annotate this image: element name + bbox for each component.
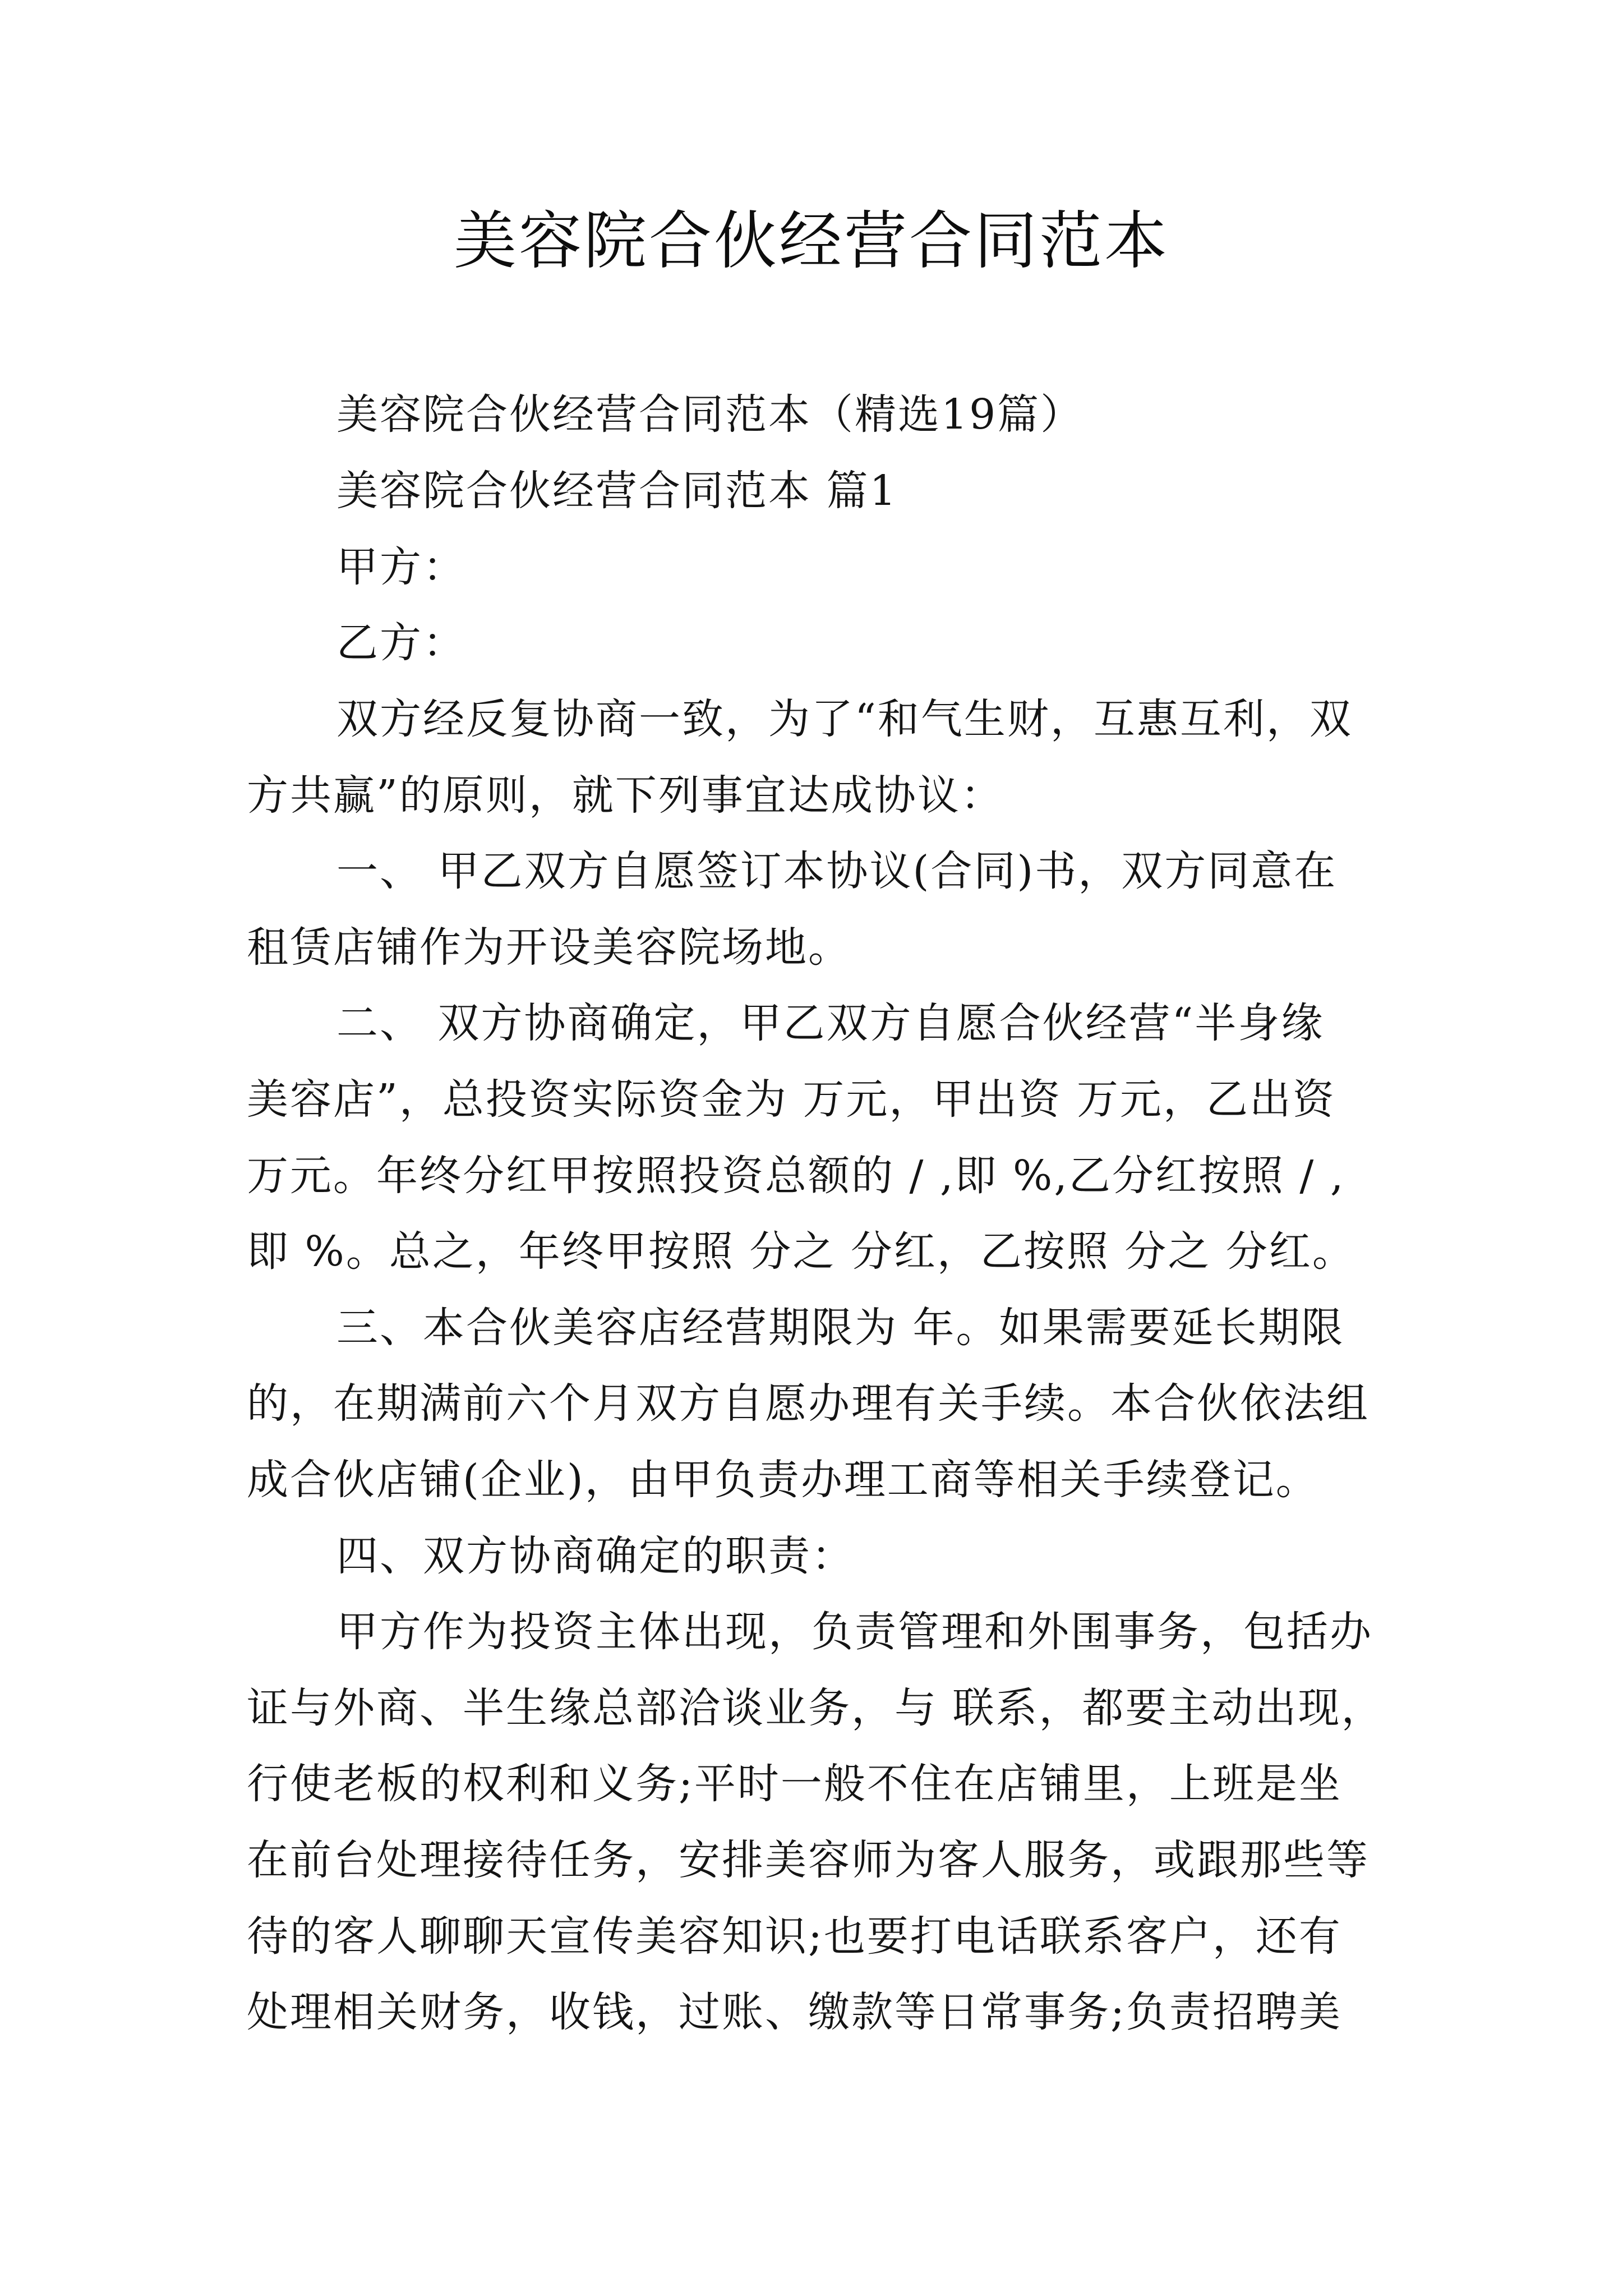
paragraph-line: 甲方： [336,543,466,591]
paragraph-line: 美容院合伙经营合同范本 篇1 [336,467,898,515]
document-title: 美容院合伙经营合同范本 [454,205,1169,278]
paragraph-line: 一、 甲乙双方自愿签订本协议(合同)书，双方同意在 [336,847,1338,895]
paragraph-line: 甲方作为投资主体出现，负责管理和外围事务，包括办 [336,1608,1373,1656]
paragraph-line: 二、 双方协商确定，甲乙双方自愿合伙经营“半身缘 [336,999,1325,1047]
paragraph-line: 即 %。总之，年终甲按照 分之 分红，乙按照 分之 分红。 [247,1227,1355,1276]
paragraph-line: 在前台处理接待任务，安排美容师为客人服务，或跟那些等 [247,1836,1370,1884]
paragraph-line: 租赁店铺作为开设美容院场地。 [247,923,851,972]
paragraph-line: 待的客人聊聊天宣传美容知识;也要打电话联系客户，还有 [247,1912,1342,1961]
paragraph-line: 双方经反复协商一致，为了“和气生财，互惠互利，双 [336,695,1353,743]
paragraph-line: 行使老板的权利和义务;平时一般不住在店铺里，上班是坐 [247,1760,1342,1808]
paragraph-line: 三、本合伙美容店经营期限为 年。如果需要延长期限 [336,1304,1345,1352]
paragraph-line: 的，在期满前六个月双方自愿办理有关手续。本合伙依法组 [247,1379,1370,1428]
paragraph-line: 成合伙店铺(企业)，由甲负责办理工商等相关手续登记。 [247,1456,1319,1504]
paragraph-line: 美容院合伙经营合同范本（精选19篇） [336,390,1084,439]
paragraph-line: 美容店”，总投资实际资金为 万元，甲出资 万元，乙出资 [247,1075,1336,1124]
paragraph-line: 处理相关财务，收钱，过账、缴款等日常事务;负责招聘美 [247,1988,1342,2036]
paragraph-line: 乙方： [336,619,466,667]
paragraph-line: 方共赢”的原则，就下列事宜达成协议： [247,771,1004,820]
paragraph-line: 万元。年终分红甲按照投资总额的 / ,即 %,乙分红按照 / , [247,1152,1345,1200]
paragraph-line: 证与外商、半生缘总部洽谈业务，与 联系，都要主动出现， [247,1684,1385,1732]
paragraph-line: 四、双方协商确定的职责： [336,1532,855,1580]
